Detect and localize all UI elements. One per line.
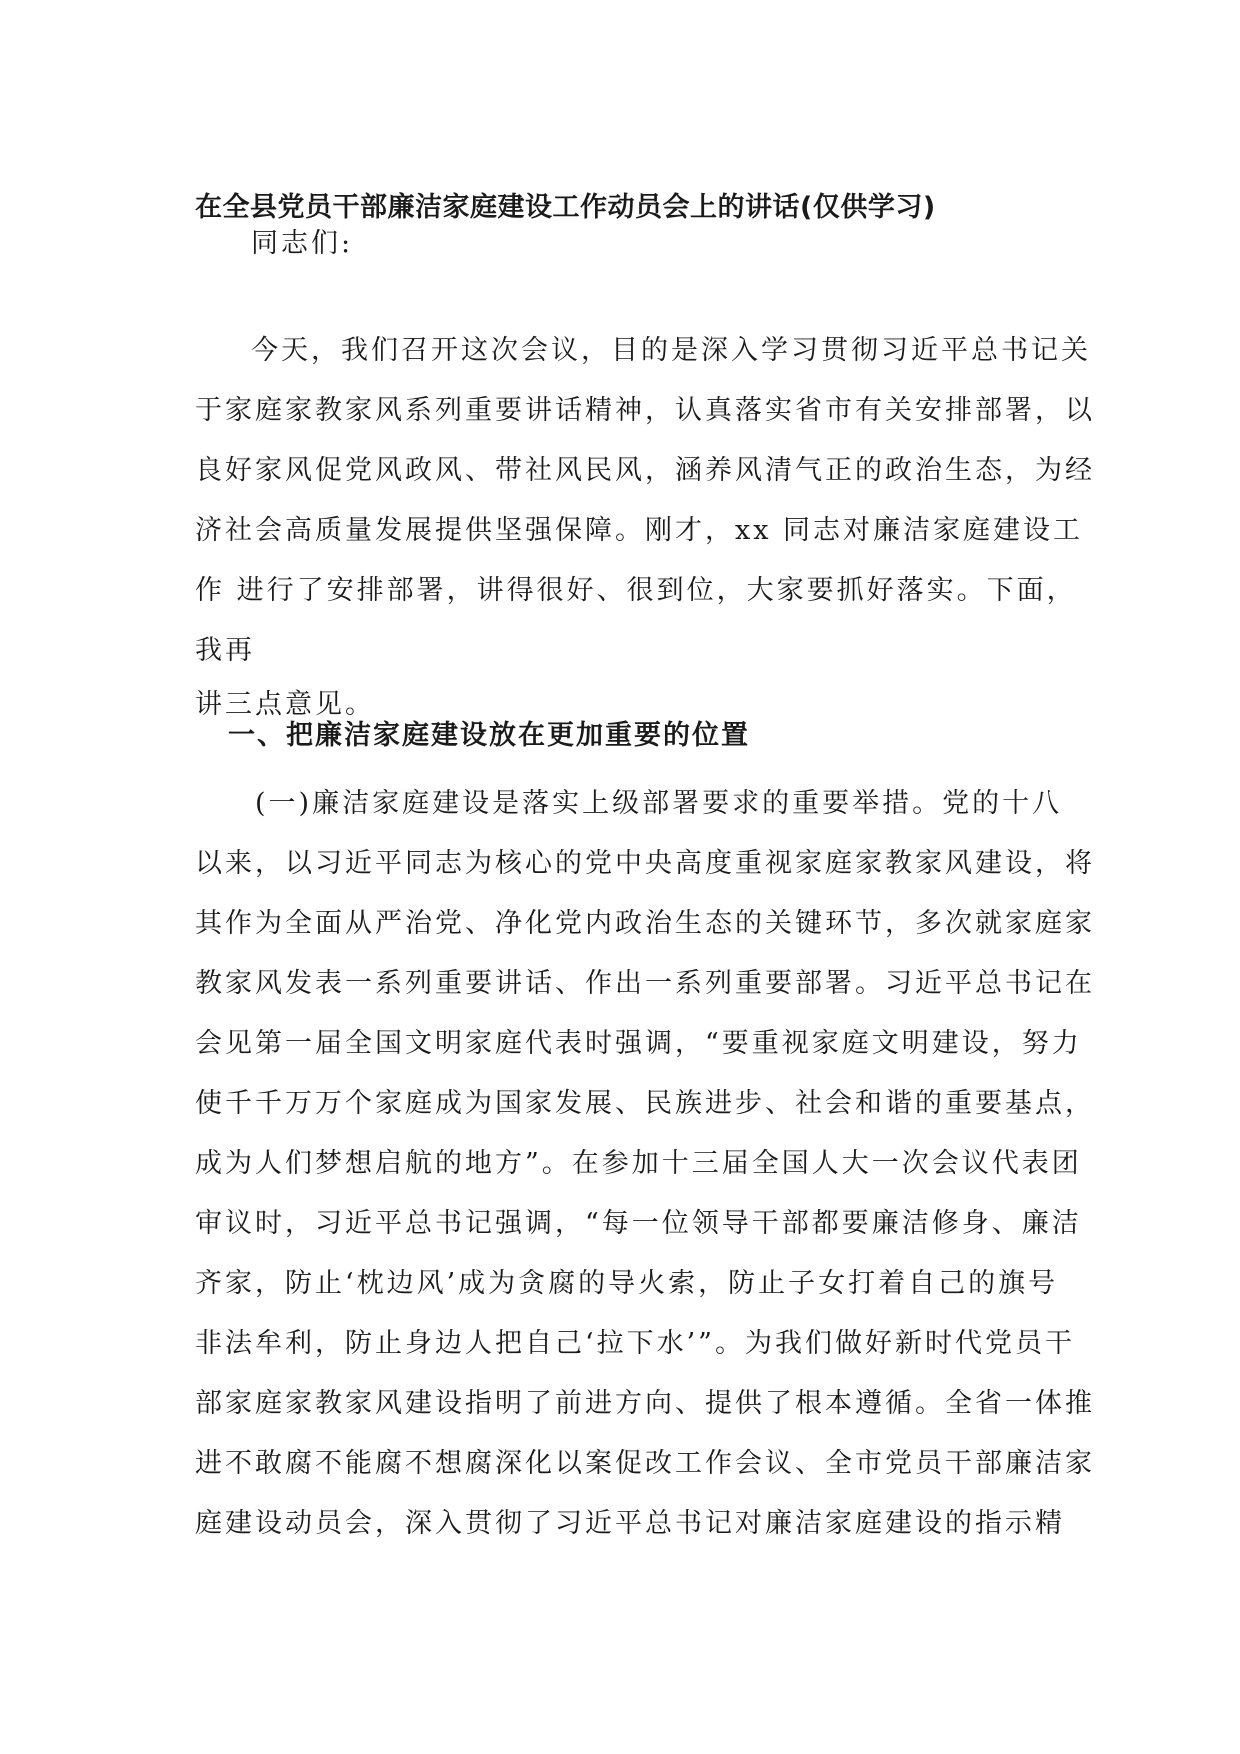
intro-line: 济社会高质量发展提供坚强保障。刚才，xx 同志对廉洁家庭建设工 xyxy=(195,515,1084,546)
paragraph-line: 其作为全面从严治党、净化党内政治生态的关键环节，多次就家庭家 xyxy=(195,908,1095,939)
paragraph-line: 非法牟利，防止身边人把自己‘拉下水’”。为我们做好新时代党员干 xyxy=(195,1328,1075,1359)
paragraph-line: 庭建设动员会，深入贯彻了习近平总书记对廉洁家庭建设的指示精 xyxy=(195,1508,1065,1539)
intro-line: 我再 xyxy=(195,635,255,666)
intro-line: 今天，我们召开这次会议，目的是深入学习贯彻习近平总书记关 xyxy=(251,335,1091,366)
paragraph-line: 会见第一届全国文明家庭代表时强调，“要重视家庭文明建设，努力 xyxy=(195,1028,1082,1059)
section-heading-1: 一、把廉洁家庭建设放在更加重要的位置 xyxy=(228,720,750,751)
paragraph-line: 审议时，习近平总书记强调，“每一位领导干部都要廉洁修身、廉洁 xyxy=(195,1208,1082,1239)
paragraph-line: 进不敢腐不能腐不想腐深化以案促改工作会议、全市党员干部廉洁家 xyxy=(195,1448,1095,1479)
section-1-paragraph xyxy=(195,774,1095,1554)
paragraph-line: 使千千万万个家庭成为国家发展、民族进步、社会和谐的重要基点， xyxy=(195,1088,1095,1119)
intro-line: 作 进行了安排部署，讲得很好、很到位，大家要抓好落实。下面， xyxy=(195,575,1077,606)
intro-line: 讲三点意见。 xyxy=(195,689,375,720)
paragraph-line: 齐家，防止‘枕边风’成为贪腐的导火索，防止子女打着自己的旗号 xyxy=(195,1268,1059,1299)
intro-paragraph xyxy=(195,321,1095,729)
paragraph-line: 教家风发表一系列重要讲话、作出一系列重要部署。习近平总书记在 xyxy=(195,968,1095,999)
paragraph-line: 以来，以习近平同志为核心的党中央高度重视家庭家教家风建设，将 xyxy=(195,848,1095,879)
paragraph-line: (一)廉洁家庭建设是落实上级部署要求的重要举措。党的十八 xyxy=(255,788,1063,819)
paragraph-line: 部家庭家教家风建设指明了前进方向、提供了根本遵循。全省一体推 xyxy=(195,1388,1095,1419)
intro-line: 于家庭家教家风系列重要讲话精神，认真落实省市有关安排部署，以 xyxy=(195,395,1095,426)
document-title: 在全县党员干部廉洁家庭建设工作动员会上的讲话(仅供学习) xyxy=(195,192,936,223)
salutation: 同志们: xyxy=(251,228,354,259)
intro-line: 良好家风促党风政风、带社风民风，涵养风清气正的政治生态，为经 xyxy=(195,455,1095,486)
paragraph-line: 成为人们梦想启航的地方”。在参加十三届全国人大一次会议代表团 xyxy=(195,1148,1082,1179)
